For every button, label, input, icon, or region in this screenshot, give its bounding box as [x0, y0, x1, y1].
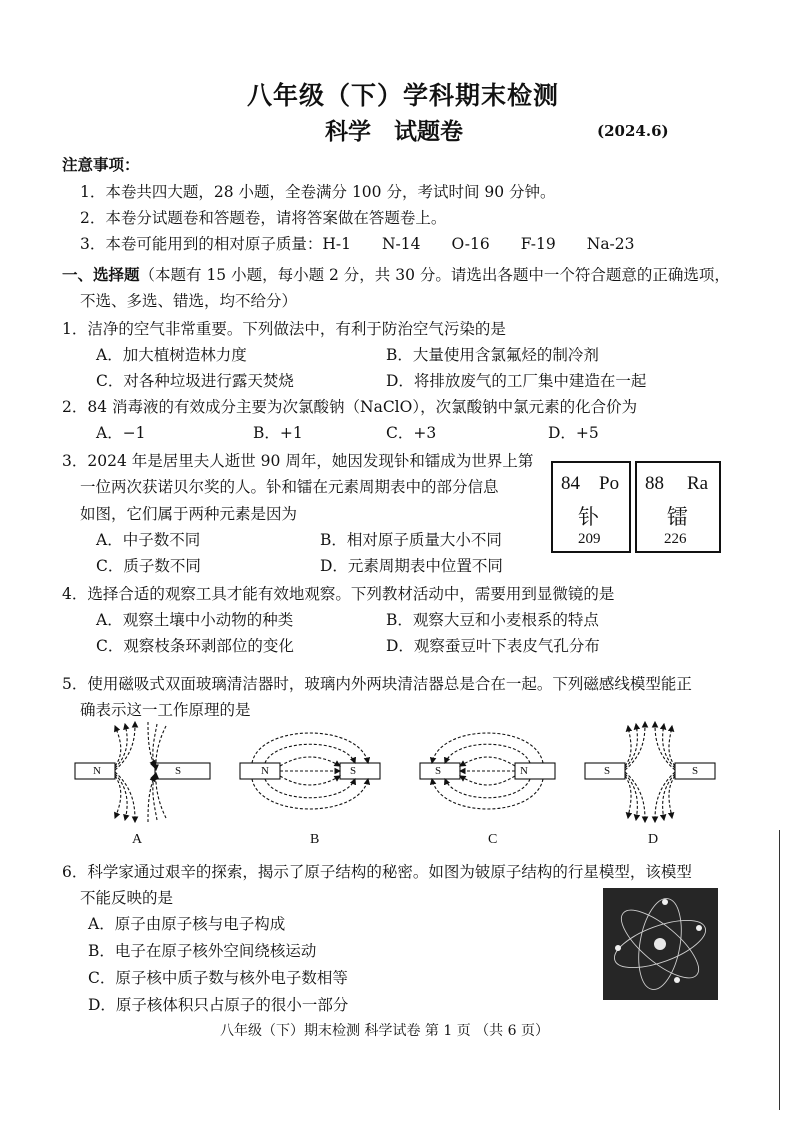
diagram-label-a: A	[132, 832, 143, 847]
q2-option-a: A．−1	[96, 424, 146, 442]
q3-stem-3: 如图，它们属于两种元素是因为	[80, 505, 298, 523]
q1-option-a: A．加大植树造林力度	[96, 346, 247, 364]
q4-option-c: C．观察枝条环剥部位的变化	[96, 637, 294, 655]
q4-stem: 4．选择合适的观察工具才能有效地观察。下列教材活动中，需要用到显微镜的是	[62, 585, 615, 603]
atom-model-icon	[603, 888, 718, 1000]
q1-option-b: B．大量使用含氯氟烃的制冷剂	[386, 346, 599, 364]
pole-label-a-left: N	[93, 765, 101, 777]
q3-stem-2: 一位两次获诺贝尔奖的人。钋和镭在元素周期表中的部分信息	[80, 478, 499, 496]
q4-option-d: D．观察蚕豆叶下表皮气孔分布	[386, 637, 600, 655]
element-number: 88	[645, 473, 664, 494]
q1-option-d: D．将排放废气的工厂集中建造在一起	[386, 372, 647, 390]
q6-option-c: C．原子核中质子数与核外电子数相等	[88, 969, 348, 987]
q4-option-a: A．观察土壤中小动物的种类	[96, 611, 294, 629]
q3-stem-1: 3．2024 年是居里夫人逝世 90 周年，她因发现钋和镭成为世界上第	[62, 452, 534, 470]
section-title: 一、选择题	[62, 265, 140, 284]
q3-option-d: D．元素周期表中位置不同	[320, 557, 503, 575]
pole-label-c-left: S	[435, 765, 442, 777]
q6-option-d: D．原子核体积只占原子的很小一部分	[88, 996, 349, 1014]
q2-option-d: D．+5	[548, 424, 599, 442]
pole-label-a-right: S	[175, 765, 182, 777]
q6-option-a: A．原子由原子核与电子构成	[88, 915, 286, 933]
q6-option-b: B．电子在原子核外空间绕核运动	[88, 942, 317, 960]
element-card-radium	[635, 461, 721, 553]
section-desc: （本题有 15 小题，每小题 2 分，共 30 分。请选出各题中一个符合题意的正确选项，	[139, 266, 730, 284]
diagram-label-c: C	[488, 832, 498, 847]
pole-label-b-right: S	[350, 765, 357, 777]
notice-item-1: 1．本卷共四大题，28 小题，全卷满分 100 分，考试时间 90 分钟。	[80, 183, 556, 201]
exam-date: (2024.6)	[597, 122, 669, 140]
q3-option-b: B．相对原子质量大小不同	[320, 531, 502, 549]
element-symbol: Ra	[687, 473, 709, 494]
pole-label-c-right: N	[520, 765, 528, 777]
q1-option-c: C．对各种垃圾进行露天焚烧	[96, 372, 294, 390]
q2-option-b: B．+1	[253, 424, 303, 442]
page-edge-line	[779, 830, 780, 1110]
element-card-polonium	[551, 461, 631, 553]
pole-label-b-left: N	[261, 765, 269, 777]
element-symbol: Po	[599, 473, 620, 494]
diagram-label-d: D	[648, 832, 659, 847]
magnetic-field-diagrams	[60, 718, 740, 858]
page-subtitle: 科学 试题卷	[325, 119, 463, 145]
q3-option-a: A．中子数不同	[96, 531, 201, 549]
diagram-label-b: B	[310, 832, 320, 847]
section-desc-2: 不选、多选、错选，均不给分）	[80, 292, 298, 310]
q5-stem-2: 确表示这一工作原理的是	[80, 701, 251, 719]
element-mass: 226	[664, 531, 687, 547]
pole-label-d-right: S	[692, 765, 699, 777]
element-name: 镭	[667, 505, 688, 529]
q2-stem: 2．84 消毒液的有效成分主要为次氯酸钠（NaClO），次氯酸钠中氯元素的化合价为	[62, 398, 638, 416]
pole-label-d-left: S	[604, 765, 611, 777]
page-footer: 八年级（下）期末检测 科学试卷 第 1 页 （共 6 页）	[220, 1023, 549, 1039]
atom-model-photo	[603, 888, 718, 1000]
element-name: 钋	[578, 505, 599, 529]
q2-option-c: C．+3	[386, 424, 437, 442]
q6-stem-1: 6．科学家通过艰辛的探索，揭示了原子结构的秘密。如图为铍原子结构的行星模型，该模型	[62, 863, 692, 881]
q6-stem-2: 不能反映的是	[80, 889, 174, 907]
q1-stem: 1．洁净的空气非常重要。下列做法中，有利于防治空气污染的是	[62, 320, 506, 338]
notice-item-2: 2．本卷分试题卷和答题卷，请将答案做在答题卷上。	[80, 209, 447, 227]
element-mass: 209	[578, 531, 601, 547]
notice-heading: 注意事项：	[62, 155, 140, 174]
element-number: 84	[561, 473, 580, 494]
page-title: 八年级（下）学科期末检测	[247, 81, 560, 110]
q4-option-b: B．观察大豆和小麦根系的特点	[386, 611, 599, 629]
section-heading	[62, 263, 730, 285]
q5-stem-1: 5．使用磁吸式双面玻璃清洁器时，玻璃内外两块清洁器总是合在一起。下列磁感线模型能正	[62, 675, 692, 693]
q3-option-c: C．质子数不同	[96, 557, 201, 575]
notice-item-3: 3．本卷可能用到的相对原子质量：H-1 N-14 O-16 F-19 Na-23	[80, 235, 635, 253]
